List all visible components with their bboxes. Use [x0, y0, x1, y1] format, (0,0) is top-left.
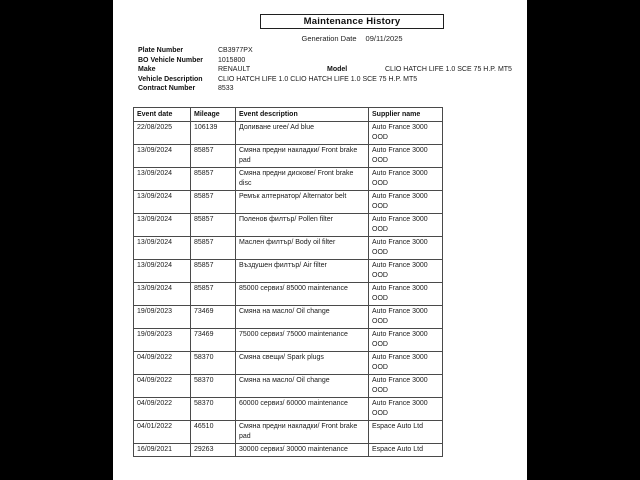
field-value: CB3977PX	[218, 47, 253, 54]
cell-event-date: 19/09/2023	[134, 328, 191, 351]
header-supplier-name: Supplier name	[369, 108, 443, 122]
table-row	[134, 443, 443, 457]
cell-supplier-name: Auto France 3000 OOD	[369, 282, 443, 305]
cell-event-date: 04/09/2022	[134, 397, 191, 420]
cell-event-date: 13/09/2024	[134, 144, 191, 167]
maintenance-history-table	[133, 107, 443, 457]
cell-supplier-name: Auto France 3000 OOD	[369, 305, 443, 328]
field-label-model: Model	[327, 66, 348, 74]
field-label: Vehicle Description	[138, 75, 203, 83]
cell-mileage: 58370	[191, 397, 236, 420]
cell-event-date: 19/09/2023	[134, 305, 191, 328]
table-row	[134, 374, 443, 397]
cell-event-date: 04/09/2022	[134, 374, 191, 397]
field-value: CLIO HATCH LIFE 1.0 CLIO HATCH LIFE 1.0 SCE 75 H.P. MT5	[218, 75, 418, 83]
table-row	[134, 282, 443, 305]
vehicle-info-fields	[138, 46, 523, 94]
field-vehicle-description	[138, 75, 523, 85]
generation-date-label: Generation Date	[301, 34, 357, 43]
cell-event-date: 13/09/2024	[134, 167, 191, 190]
cell-mileage: 85857	[191, 144, 236, 167]
cell-event-description: 85000 сервиз/ 85000 maintenance	[236, 282, 369, 305]
cell-event-description: Маслен филтър/ Body oil filter	[236, 236, 369, 259]
cell-supplier-name: Auto France 3000 OOD	[369, 167, 443, 190]
table-row	[134, 190, 443, 213]
header-event-description: Event description	[236, 108, 369, 122]
table-row	[134, 420, 443, 443]
field-value: 8533	[218, 85, 234, 93]
table-row	[134, 144, 443, 167]
cell-event-description: Поленов филтър/ Pollen filter	[236, 213, 369, 236]
cell-supplier-name: Auto France 3000 OOD	[369, 190, 443, 213]
header-mileage: Mileage	[191, 108, 236, 122]
cell-event-description: Смяна на масло/ Oil change	[236, 305, 369, 328]
report-page	[113, 0, 527, 480]
cell-mileage: 85857	[191, 282, 236, 305]
cell-event-date: 13/09/2024	[134, 190, 191, 213]
cell-event-description: Въздушен филтър/ Air filter	[236, 259, 369, 282]
cell-event-description: 60000 сервиз/ 60000 maintenance	[236, 397, 369, 420]
table-header-row	[134, 108, 443, 122]
cell-mileage: 58370	[191, 374, 236, 397]
cell-event-date: 13/09/2024	[134, 282, 191, 305]
table-row	[134, 167, 443, 190]
cell-mileage: 85857	[191, 236, 236, 259]
cell-supplier-name: Auto France 3000 OOD	[369, 121, 443, 144]
table-row	[134, 259, 443, 282]
cell-event-description: Доливане uree/ Ad blue	[236, 121, 369, 144]
header-event-date: Event date	[134, 108, 191, 122]
cell-mileage: 73469	[191, 305, 236, 328]
cell-mileage: 85857	[191, 190, 236, 213]
cell-mileage: 106139	[191, 121, 236, 144]
field-label: Make	[138, 66, 156, 74]
field-make	[138, 65, 523, 75]
cell-event-description: Смяна свещи/ Spark plugs	[236, 351, 369, 374]
table-row	[134, 328, 443, 351]
field-label: BO Vehicle Number	[138, 56, 203, 64]
cell-event-date: 16/09/2021	[134, 443, 191, 457]
cell-event-description: 30000 сервиз/ 30000 maintenance	[236, 443, 369, 457]
cell-mileage: 85857	[191, 259, 236, 282]
cell-event-description: Ремък алтернатор/ Alternator belt	[236, 190, 369, 213]
cell-event-description: Смяна на масло/ Oil change	[236, 374, 369, 397]
cell-event-date: 13/09/2024	[134, 236, 191, 259]
cell-event-description: 75000 сервиз/ 75000 maintenance	[236, 328, 369, 351]
field-value: RENAULT	[218, 66, 251, 74]
cell-mileage: 29263	[191, 443, 236, 457]
generation-date	[260, 34, 444, 43]
cell-event-description: Смяна предни накладки/ Front brake pad	[236, 144, 369, 167]
cell-supplier-name: Auto France 3000 OOD	[369, 397, 443, 420]
cell-supplier-name: Auto France 3000 OOD	[369, 144, 443, 167]
table-row	[134, 213, 443, 236]
cell-mileage: 46510	[191, 420, 236, 443]
cell-supplier-name: Auto France 3000 OOD	[369, 213, 443, 236]
field-label: Plate Number	[138, 47, 184, 54]
cell-event-date: 22/08/2025	[134, 121, 191, 144]
cell-mileage: 85857	[191, 167, 236, 190]
cell-event-description: Смяна предни накладки/ Front brake pad	[236, 420, 369, 443]
cell-event-date: 13/09/2024	[134, 213, 191, 236]
cell-event-date: 04/01/2022	[134, 420, 191, 443]
cell-mileage: 73469	[191, 328, 236, 351]
table-row	[134, 351, 443, 374]
cell-event-date: 13/09/2024	[134, 259, 191, 282]
page-title: Maintenance History	[303, 16, 401, 27]
table-row	[134, 397, 443, 420]
field-label: Contract Number	[138, 85, 196, 93]
generation-date-value: 09/11/2025	[365, 34, 403, 43]
cell-event-date: 04/09/2022	[134, 351, 191, 374]
field-value: 1015800	[218, 56, 246, 64]
report-title-box	[260, 14, 444, 29]
cell-supplier-name: Auto France 3000 OOD	[369, 374, 443, 397]
cell-supplier-name: Auto France 3000 OOD	[369, 328, 443, 351]
cell-supplier-name: Auto France 3000 OOD	[369, 236, 443, 259]
table-row	[134, 236, 443, 259]
cell-event-description: Смяна предни дискове/ Front brake disc	[236, 167, 369, 190]
cell-supplier-name: Espace Auto Ltd	[369, 420, 443, 443]
cell-mileage: 58370	[191, 351, 236, 374]
table-row	[134, 121, 443, 144]
field-plate-number	[138, 46, 523, 56]
table-body	[134, 121, 443, 457]
table-row	[134, 305, 443, 328]
field-bo-vehicle-number	[138, 56, 523, 66]
field-value-model: CLIO HATCH LIFE 1.0 SCE 75 H.P. MT5	[385, 66, 512, 74]
field-contract-number	[138, 84, 523, 94]
cell-supplier-name: Espace Auto Ltd	[369, 443, 443, 457]
cell-supplier-name: Auto France 3000 OOD	[369, 351, 443, 374]
cell-mileage: 85857	[191, 213, 236, 236]
cell-supplier-name: Auto France 3000 OOD	[369, 259, 443, 282]
